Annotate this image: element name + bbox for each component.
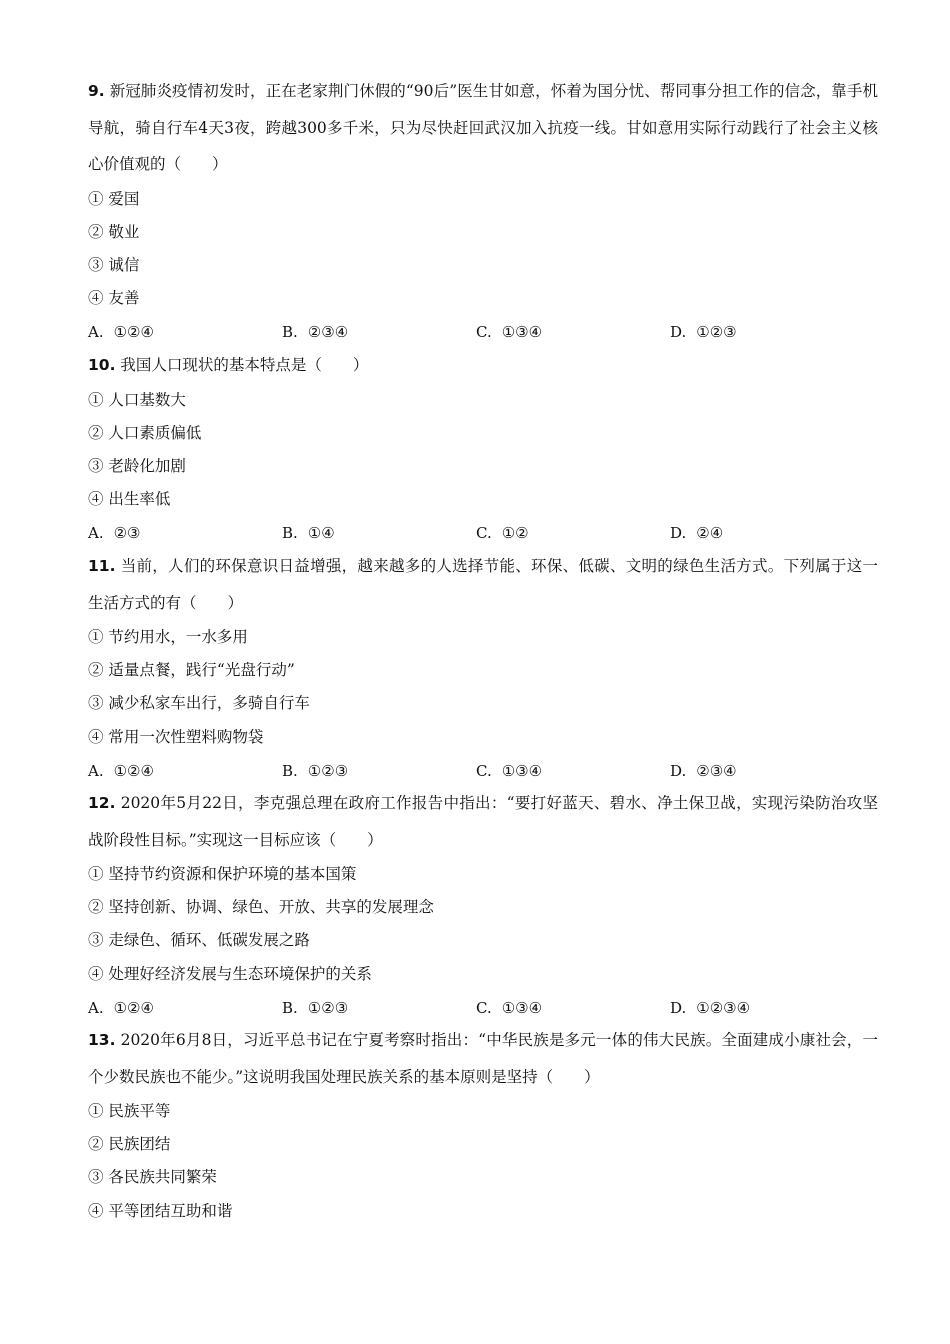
question-text: 2020年5月22日，李克强总理在政府工作报告中指出：“要打好蓝天、碧水、净土保卫战，实现污染防治攻坚战阶段性目标。”实现这一目标应该（ ） [88,794,878,849]
option-a[interactable]: A. ②③ [88,524,141,543]
question-stem [88,785,878,858]
option-b[interactable]: B. ②③④ [282,323,349,342]
option-d[interactable]: D. ②③④ [670,761,737,780]
statement-4: ④ 友善 [88,289,140,308]
option-b[interactable]: B. ①②③ [282,761,349,780]
question-12 [88,785,878,1025]
question-stem [88,548,878,621]
answer-options [88,516,878,550]
question-stem [88,347,878,384]
statement-2: ② 坚持创新、协调、绿色、开放、共享的发展理念 [88,898,434,917]
question-10 [88,347,878,550]
statement-2: ② 民族团结 [88,1135,171,1154]
question-number: 12. [88,794,116,812]
statement-1: ① 爱国 [88,189,140,208]
option-c[interactable]: C. ①③④ [476,323,543,342]
option-a[interactable]: A. ①②④ [88,761,154,780]
statement-2: ② 适量点餐，践行“光盘行动” [88,661,295,680]
statement-3: ③ 诚信 [88,255,140,274]
option-c[interactable]: C. ①③④ [476,998,543,1017]
question-text: 当前，人们的环保意识日益增强，越来越多的人选择节能、环保、低碳、文明的绿色生活方式。下列属于这一生活方式的有（ ） [88,557,878,612]
question-text: 新冠肺炎疫情初发时，正在老家荆门休假的“90后”医生甘如意，怀着为国分忧、帮同事分担工作的信念，靠手机导航，骑自行车4天3夜，跨越300多千米，只为尽快赶回武汉加入抗疫一线。甘如意用实际行动践行了社会主义核心价值观的（ ） [88,82,878,173]
statement-3: ③ 老龄化加剧 [88,456,186,475]
statement-3: ③ 各民族共同繁荣 [88,1168,217,1187]
question-number: 10. [88,356,116,374]
statement-4: ④ 出生率低 [88,490,171,509]
option-a[interactable]: A. ①②④ [88,323,154,342]
question-9 [88,73,878,349]
option-c[interactable]: C. ①② [476,524,529,543]
answer-options [88,315,878,349]
question-11 [88,548,878,788]
question-stem [88,73,878,183]
statement-4: ④ 处理好经济发展与生态环境保护的关系 [88,964,372,983]
question-text: 2020年6月8日，习近平总书记在宁夏考察时指出：“中华民族是多元一体的伟大民族。全面建成小康社会，一个少数民族也不能少。”这说明我国处理民族关系的基本原则是坚持（ ） [88,1031,878,1086]
statement-4: ④ 平等团结互助和谐 [88,1201,233,1220]
option-c[interactable]: C. ①③④ [476,761,543,780]
question-stem [88,1022,878,1095]
question-number: 11. [88,557,116,575]
question-13 [88,1022,878,1228]
option-b[interactable]: B. ①②③ [282,998,349,1017]
option-d[interactable]: D. ①②③④ [670,998,751,1017]
answer-options [88,991,878,1025]
statement-3: ③ 走绿色、循环、低碳发展之路 [88,931,310,950]
option-d[interactable]: D. ①②③ [670,323,737,342]
question-text: 我国人口现状的基本特点是（ ） [120,356,369,374]
answer-options [88,754,878,788]
option-a[interactable]: A. ①②④ [88,998,154,1017]
option-d[interactable]: D. ②④ [670,524,724,543]
question-number: 9. [88,82,105,100]
statement-1: ① 坚持节约资源和保护环境的基本国策 [88,865,357,883]
statement-4: ④ 常用一次性塑料购物袋 [88,727,264,746]
statement-2: ② 敬业 [88,222,140,241]
statement-3: ③ 减少私家车出行，多骑自行车 [88,694,310,713]
option-b[interactable]: B. ①④ [282,524,335,543]
statement-1: ① 节约用水，一水多用 [88,628,248,646]
statement-2: ② 人口素质偏低 [88,423,202,442]
question-number: 13. [88,1031,116,1049]
statement-1: ① 民族平等 [88,1102,171,1120]
statement-1: ① 人口基数大 [88,390,186,409]
